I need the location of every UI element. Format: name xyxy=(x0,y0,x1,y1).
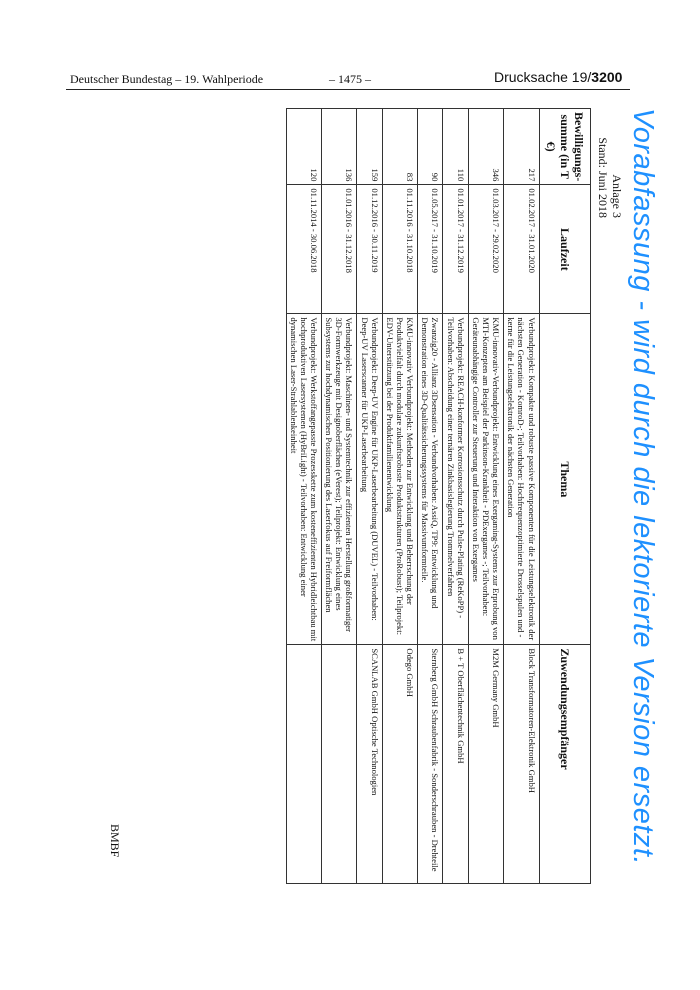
cell-topic: Verbundprojekt: Deep-UV Engine für UKP-Laserbearbeitung (DUVEL) - Teilvorhaben: Deep-UV Laserscanner für UKP-Laserbearbeitung xyxy=(357,314,382,645)
cell-recipient: Odego GmbH xyxy=(382,645,417,884)
col-header-recipient: Zuwendungsempfänger xyxy=(539,645,590,884)
table-row xyxy=(468,109,503,884)
drucksache-number: 3200 xyxy=(591,69,623,85)
table-row xyxy=(418,109,443,884)
cell-recipient: B + T Oberflächentechnik GmbH xyxy=(443,645,468,884)
cell-recipient: Block Transformatoren-Elektronik GmbH xyxy=(504,645,539,884)
page-number: – 1475 – xyxy=(329,72,371,86)
cell-topic: Verbundprojekt: Kompakte und robuste passive Komponenten für die Leistungselektronik der nächsten Generation - KomroD-; Teilvorhaben: Hochfrequenzoptimierte Drosselspulen und -kerne für die Leistungselektronik der nächsten Generation xyxy=(504,314,539,645)
table-row xyxy=(322,109,357,884)
cell-amount: 346 xyxy=(468,109,503,185)
table-row xyxy=(504,109,539,884)
rotated-page-content xyxy=(64,108,624,928)
table-header-row xyxy=(539,109,590,884)
table-row xyxy=(286,109,321,884)
cell-amount: 136 xyxy=(322,109,357,185)
watermark xyxy=(627,108,669,888)
cell-amount: 120 xyxy=(286,109,321,185)
table-row xyxy=(443,109,468,884)
cell-runtime: 01.05.2017 - 31.10.2019 xyxy=(418,185,443,314)
col-header-runtime: Laufzeit xyxy=(539,185,590,314)
cell-amount: 217 xyxy=(504,109,539,185)
watermark-text: Vorabfassung - wird durch die lektorierte Version ersetzt. xyxy=(627,108,659,866)
table-body xyxy=(286,109,539,884)
cell-recipient xyxy=(322,645,357,884)
cell-runtime: 01.02.2017 - 31.01.2020 xyxy=(504,185,539,314)
header-rule xyxy=(66,89,630,90)
drucksache-label xyxy=(494,69,622,85)
cell-topic: Zwanzig20 - Allianz 3Dsensation - Verbundvorhaben: AssiQ, TP9: Entwicklung und Demonstration eines 3D-Qualitätssicherungssystems für Massivumformteile. xyxy=(418,314,443,645)
table-row xyxy=(357,109,382,884)
cell-topic: KMU-innovativ-Verbundprojekt: Entwicklung eines Exergaming-Systems zur Erprobung von MTI-Konzepten am Beispiel der Parkinson-Krankheit - PDExergames -; Teilvorhaben: Geräteunabhängige Controller zur Steuerung und Interaktion von Exergames xyxy=(468,314,503,645)
annex-stand: Stand: Juni 2018 xyxy=(596,137,610,218)
header-left: Deutscher Bundestag – 19. Wahlperiode xyxy=(70,72,264,86)
cell-amount: 159 xyxy=(357,109,382,185)
cell-runtime: 01.01.2016 - 31.12.2018 xyxy=(322,185,357,314)
table-row xyxy=(382,109,417,884)
cell-recipient: M2M Germany GmbH xyxy=(468,645,503,884)
cell-runtime: 01.01.2017 - 31.12.2019 xyxy=(443,185,468,314)
cell-topic: Verbundprojekt: Werkstoffangepasste Prozesskette zum kosteneffizienten Hybridleichtbau mit hochproduktiven Lasersystemen (HyBriLight) - Teilvorhaben: Entwicklung einer dynamischen Laser-Strahlablenkeinheit xyxy=(286,314,321,645)
drucksache-prefix: Drucksache 19/ xyxy=(494,69,592,85)
col-header-topic: Thema xyxy=(539,314,590,645)
annex-label: Anlage 3 xyxy=(610,174,624,218)
col-header-amount: Bewilligungs-summe (in T €) xyxy=(539,109,590,185)
cell-runtime: 01.11.2016 - 31.10.2018 xyxy=(382,185,417,314)
cell-topic: Verbundprojekt: REACH-konformer Korrosionsschutz durch Pulse-Plating (ReKoPP) - Teilvorhaben: Abscheidung einer ternären Zinkbasislegierung Trommelverfahren xyxy=(443,314,468,645)
cell-amount: 83 xyxy=(382,109,417,185)
cell-runtime: 01.11.2014 - 30.06.2018 xyxy=(286,185,321,314)
cell-runtime: 01.12.2016 - 30.11.2019 xyxy=(357,185,382,314)
cell-amount: 90 xyxy=(418,109,443,185)
cell-recipient: SCANLAB GmbH Optische Technologien xyxy=(357,645,382,884)
cell-topic: KMU-innovativ Verbundprojekt: Methoden zur Entwicklung und Beherrschung der Produktvielfalt durch modulare zukunftsrobuste Produktstrukturen (ProRobust); Teilprojekt: EDV-Unterstützung bei der Produktfamilienentwicklung xyxy=(382,314,417,645)
cell-recipient: Sternberg GmbH Schraubenfabrik - Sonderschrauben - Drehteile xyxy=(418,645,443,884)
funding-table xyxy=(286,108,591,884)
ministry-label: BMBF xyxy=(108,824,122,858)
cell-recipient xyxy=(286,645,321,884)
cell-topic: Verbundprojekt: Maschinen- und Systemtechnik zur effizienten Herstellung großformatiger 3D-Formwerkzeuge mit Designoberflächen (eVerest); Teilprojekt: Entwicklung eines Subsystems zur hochdynamischen Positionierung des Laserfokus auf Freiformflächen xyxy=(322,314,357,645)
cell-runtime: 01.03.2017 - 29.02.2020 xyxy=(468,185,503,314)
cell-amount: 110 xyxy=(443,109,468,185)
